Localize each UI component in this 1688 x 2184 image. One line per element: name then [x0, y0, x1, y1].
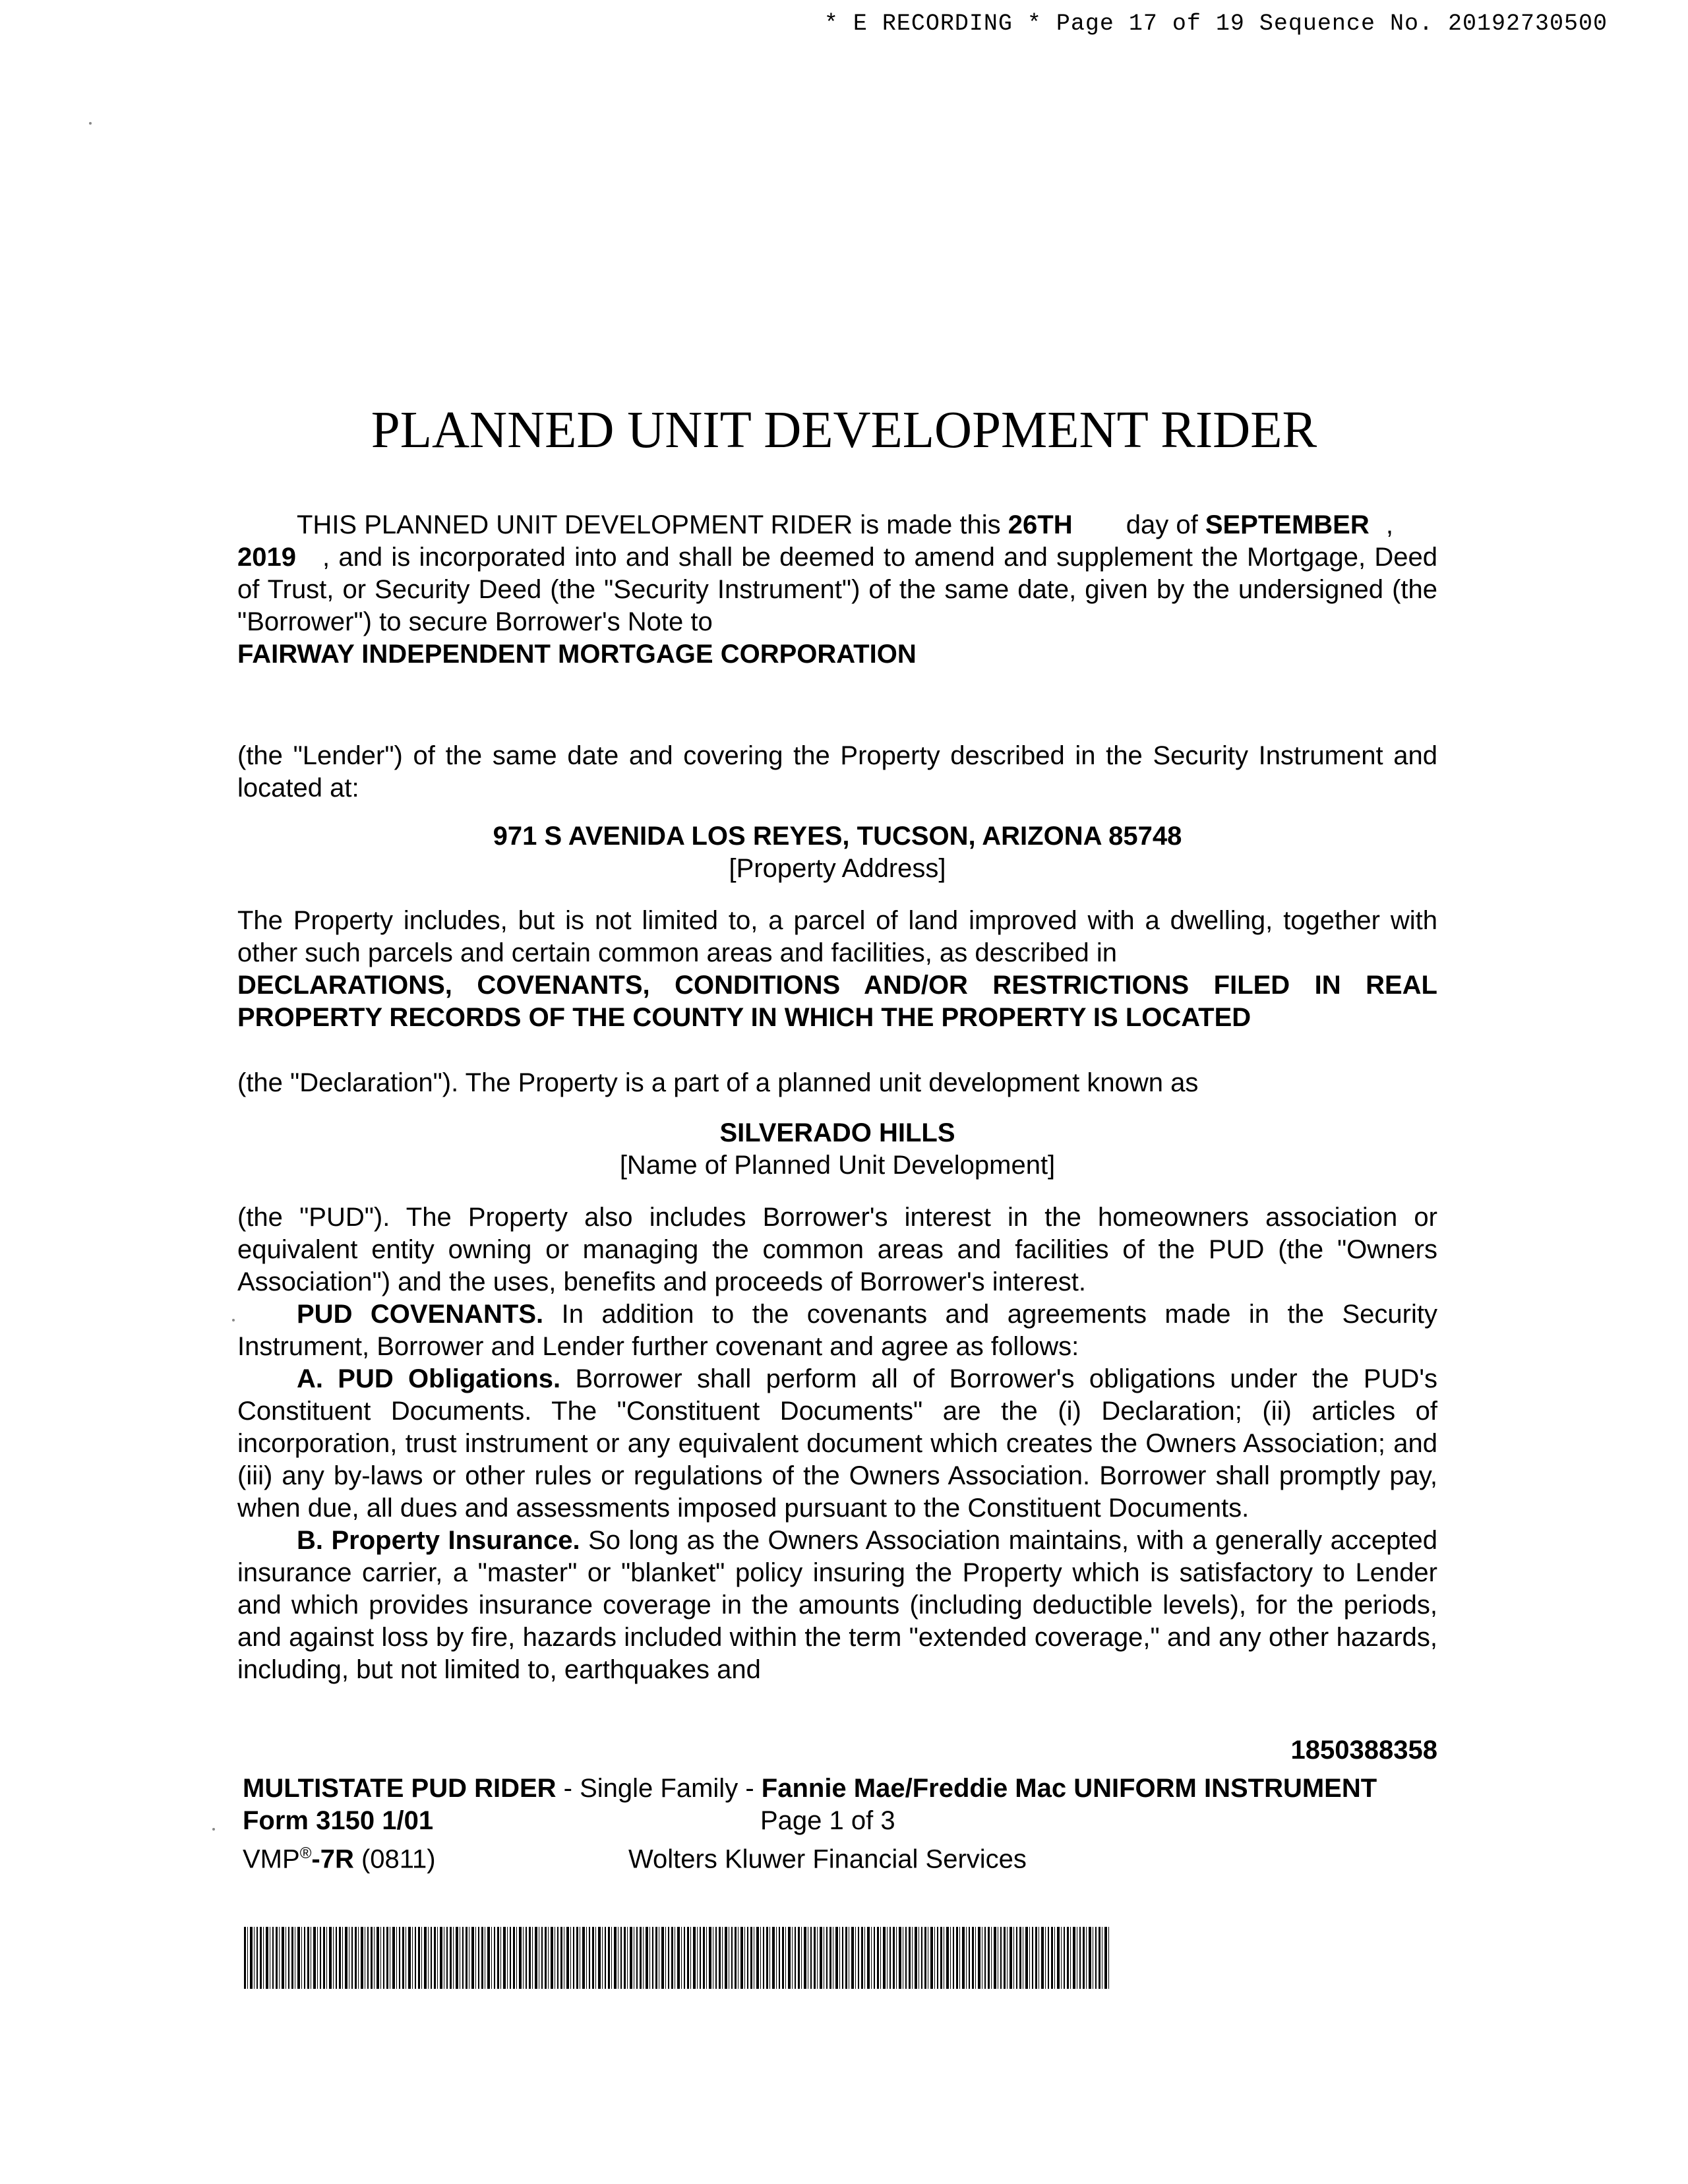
page-title: PLANNED UNIT DEVELOPMENT RIDER: [371, 402, 1317, 459]
pud-name-label: [Name of Planned Unit Development]: [619, 1151, 1056, 1180]
footer-separator-2: -: [745, 1774, 754, 1803]
covenants-heading: PUD COVENANTS.: [297, 1300, 544, 1329]
page-number: Page 1 of 3: [760, 1806, 895, 1835]
vmp-suffix: -7R: [311, 1844, 354, 1874]
loan-number: 1850388358: [1290, 1736, 1437, 1765]
pud-name: SILVERADO HILLS: [719, 1118, 955, 1147]
rider-day: 26TH: [1008, 510, 1073, 539]
declaration-paragraph: (the "Declaration"). The Property is a part of a planned unit development known as: [237, 1068, 1199, 1097]
section-a-text: Borrower shall perform all of Borrower's obligations under the PUD's Constituent Documents. The "Constituent Documents" are the (i) Declaration; (ii) articles of incorporation, trust instrument or any equivalent document which creates the Owners Association; and (iii) any by-laws or other rules or regulations of the Owners Association. Borrower shall promptly pay, when due, all dues and assessments imposed pursuant to the Constituent Documents.: [237, 1364, 1437, 1523]
intro-text-3: , and is incorporated into and shall be deemed to amend and supplement the Mortgage, Deed of Trust, or Security Deed (the "Security Instrument") of the same date, given by the undersigned (the "Borrower") to secure Borrower's Note to: [237, 543, 1437, 636]
property-includes-text: The Property includes, but is not limited to, a parcel of land improved with a dwelling, together with other such parcels and certain common areas and facilities, as described in: [237, 906, 1437, 967]
declarations-text: DECLARATIONS, COVENANTS, CONDITIONS AND/OR RESTRICTIONS FILED IN REAL PROPERTY RECORDS OF THE COUNTY IN WHICH THE PROPERTY IS LOCATED: [237, 971, 1437, 1032]
intro-comma: ,: [1385, 510, 1393, 539]
intro-text-1: THIS PLANNED UNIT DEVELOPMENT RIDER is made this: [297, 510, 1001, 539]
pud-name-block: [237, 1117, 1437, 1182]
scan-speck: [212, 1828, 215, 1831]
vmp-code: (0811): [361, 1844, 436, 1874]
section-a-heading: A. PUD Obligations.: [297, 1364, 561, 1393]
lender-name: FAIRWAY INDEPENDENT MORTGAGE CORPORATION: [237, 640, 917, 669]
intro-paragraph: [237, 509, 1437, 671]
intro-text-2: day of: [1126, 510, 1198, 539]
pud-paragraph: (the "PUD"). The Property also includes Borrower's interest in the homeowners association or equivalent entity owning or managing the common areas and facilities of the PUD (the "Owners Association") and the uses, benefits and proceeds of Borrower's interest.: [237, 1203, 1437, 1296]
property-address-block: [237, 820, 1437, 885]
footer-separator-1: -: [563, 1774, 572, 1803]
scan-speck: [89, 122, 92, 125]
form-footer: [243, 1773, 1437, 1875]
scan-speck: [232, 1319, 235, 1321]
rider-year: 2019: [237, 543, 296, 572]
section-b-heading: B. Property Insurance.: [297, 1526, 580, 1555]
uniform-instrument-label: Fannie Mae/Freddie Mac UNIFORM INSTRUMENT: [761, 1774, 1377, 1803]
covenants-text: In addition to the covenants and agreements made in the Security Instrument, Borrower and Lender further covenant and agree as follows:: [237, 1300, 1437, 1361]
publisher: Wolters Kluwer Financial Services: [628, 1844, 1027, 1874]
property-address-label: [Property Address]: [729, 854, 946, 883]
lender-paragraph: (the "Lender") of the same date and covering the Property described in the Security Instrument and located at:: [237, 741, 1437, 803]
section-b-text: So long as the Owners Association maintains, with a generally accepted insurance carrier, a "master" or "blanket" policy insuring the Property which is satisfactory to Lender and which provides insurance coverage in the amounts (including deductible levels), for the periods, and against loss by fire, hazards included within the term "extended coverage," and any other hazards, including, but not limited to, earthquakes and: [237, 1526, 1438, 1684]
pud-sections: [237, 1201, 1437, 1686]
single-family-label: Single Family: [580, 1774, 738, 1803]
barcode: [244, 1927, 1109, 1989]
property-address: 971 S AVENIDA LOS REYES, TUCSON, ARIZONA 85748: [493, 822, 1182, 851]
vmp-registered-mark: ®: [299, 1844, 312, 1862]
form-number: Form 3150 1/01: [243, 1806, 434, 1835]
vmp-prefix: VMP: [243, 1844, 300, 1874]
rider-month: SEPTEMBER: [1205, 510, 1370, 539]
property-includes-paragraph: [237, 905, 1437, 1034]
form-title: MULTISTATE PUD RIDER: [243, 1774, 557, 1803]
recording-header: * E RECORDING * Page 17 of 19 Sequence No. 20192730500: [824, 11, 1608, 37]
